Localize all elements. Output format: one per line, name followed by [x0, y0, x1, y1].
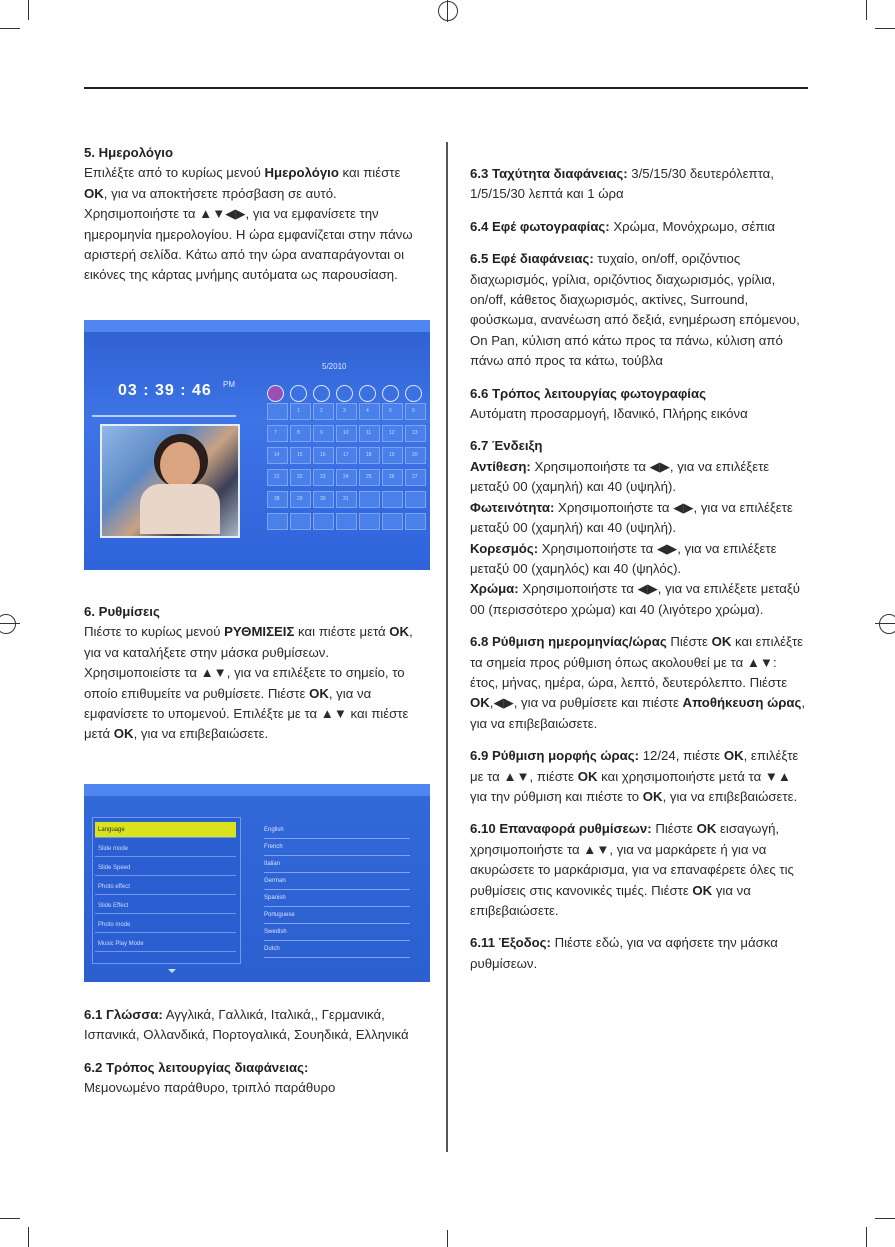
crop-mark-bl-v [28, 1227, 29, 1247]
calendar-day-cell[interactable] [313, 513, 334, 530]
calendar-day-number: 29 [297, 496, 303, 502]
section-6-6: 6.6 Τρόπος λειτουργίας φωτογραφίας Αυτόματη προσαρμογή, Ιδανικό, Πλήρης εικόνα [470, 385, 748, 422]
calendar-day-cell[interactable] [359, 403, 380, 420]
section-6-7: 6.7 Ένδειξη Αντίθεση: Χρησιμοποιήστε τα ◀▶, για να επιλέξετε μεταξύ 00 (χαμηλή) και 40 (υψηλή). Φωτεινότητα: Χρησιμοποιήστε τα ◀▶, για να επιλέξετε μεταξύ 00 (χαμηλή) και 40 (υψηλή). Κορεσμός: Χρησιμοποιήστε τα ◀▶, για να επιλέξετε μεταξύ 00 (χαμηλός) και 40 (ψηλός). Χρώμα: Χρησιμοποιήστε τα ◀▶, για να επιλέξετε μεταξύ 00 (περισσότερο χρώμα) και 40 (λιγότερο χρώμα). [470, 438, 800, 617]
section-6-3: 6.3 Ταχύτητα διαφάνειας: 3/5/15/30 δευτερόλεπτα, 1/5/15/30 λεπτά και 1 ώρα [470, 166, 774, 202]
language-option[interactable]: French [264, 839, 410, 856]
calendar-day-cell[interactable] [405, 447, 426, 464]
calendar-day-cell[interactable] [382, 513, 403, 530]
calendar-day-number: 6 [412, 408, 415, 414]
calendar-day-number: 28 [274, 496, 280, 502]
calendar-day-cell[interactable] [267, 469, 288, 486]
weekday-icon [382, 385, 399, 402]
section-6-5: 6.5 Εφέ διαφάνειας: τυχαίο, on/off, οριζόντιος διαχωρισμός, γρίλια, οριζόντιος διαχωρισμός, γρίλια, on/off, κάθετος διαχωρισμός, ακτίνες, Surround, φούσκωμα, ανανέωση από δεξιά, ενημέρωση επόμενου, On Pan, κύλιση από κάτω προς τα πάνω, κύλιση από πάνω από προς τα κάτω, τούβλα [470, 251, 800, 369]
calendar-day-cell[interactable] [313, 425, 334, 442]
calendar-day-cell[interactable] [359, 491, 380, 508]
calendar-day-cell[interactable] [382, 491, 403, 508]
calendar-day-number: 27 [412, 474, 418, 480]
weekday-icon [267, 385, 284, 402]
column-divider [446, 142, 448, 1152]
weekday-icon [405, 385, 422, 402]
calendar-day-cell[interactable] [359, 469, 380, 486]
calendar-day-cell[interactable] [313, 403, 334, 420]
settings-menu-item[interactable]: Photo mode [95, 917, 236, 933]
calendar-day-cell[interactable] [267, 491, 288, 508]
registration-line-bottom [447, 1230, 448, 1247]
calendar-day-number: 16 [320, 452, 326, 458]
crop-mark-br-v [866, 1227, 867, 1247]
scroll-down-icon [168, 969, 176, 973]
section-5-title: 5. Ημερολόγιο [84, 145, 174, 160]
calendar-day-cell[interactable] [336, 513, 357, 530]
calendar-day-cell[interactable] [290, 447, 311, 464]
calendar-day-number: 25 [366, 474, 372, 480]
calendar-day-cell[interactable] [359, 425, 380, 442]
calendar-day-cell[interactable] [405, 403, 426, 420]
crop-mark-br-h [875, 1218, 895, 1219]
language-option[interactable]: Swedish [264, 924, 410, 941]
calendar-day-cell[interactable] [313, 491, 334, 508]
settings-menu-item[interactable]: Slide Effect [95, 898, 236, 914]
calendar-day-number: 8 [297, 430, 300, 436]
slideshow-photo [100, 424, 240, 538]
calendar-day-cell[interactable] [336, 491, 357, 508]
registration-line-right [875, 623, 895, 624]
crop-mark-tr-v [866, 0, 867, 20]
calendar-day-number: 3 [343, 408, 346, 414]
calendar-day-number: 22 [297, 474, 303, 480]
section-6-11: 6.11 Έξοδος: Πιέστε εδώ, για να αφήσετε την μάσκα ρυθμίσεων. [470, 935, 778, 971]
calendar-day-cell[interactable] [267, 513, 288, 530]
section-6-10: 6.10 Επαναφορά ρυθμίσεων: Πιέστε OK εισαγωγή, χρησιμοποιήστε τα ▲▼, για να μαρκάρετε ή για να ακυρώσετε το μαρκάρισμα, για να επαναφέρετε όλες τις ρυθμίσεις στις κανονικές τιμές. Πιέστε OK για να επιβεβαιώσετε. [470, 821, 794, 918]
section-6: 6. Ρυθμίσεις Πιέστε το κυρίως μενού ΡΥΘΜΙΣΕΙΣ και πιέστε μετά OK, για να καταλήξετε στην μάσκα ρυθμίσεων. Χρησιμοποιείστε τα ▲▼, για να επιλέξετε το σημείο, το οποίο επιθυμείτε να ρυθμίσετε. Πιέστε OK, για να εμφανίσετε το υπομενού. Επιλέξτε με τα ▲▼ και πιέστε μετά OK, για να επιβεβαιώσετε. [84, 602, 424, 745]
calendar-day-number: 30 [320, 496, 326, 502]
calendar-day-number: 21 [274, 474, 280, 480]
calendar-day-cell[interactable] [382, 425, 403, 442]
calendar-day-number: 2 [320, 408, 323, 414]
calendar-day-number: 9 [320, 430, 323, 436]
calendar-day-number: 7 [274, 430, 277, 436]
section-6-1: 6.1 Γλώσσα: Αγγλικά, Γαλλικά, Ιταλικά,, Γερμανικά, Ισπανικά, Ολλανδικά, Πορτογαλικά, Σουηδικά, Ελληνικά [84, 1007, 409, 1043]
calendar-day-cell[interactable] [382, 469, 403, 486]
clock-separator [92, 415, 236, 417]
calendar-day-cell[interactable] [267, 447, 288, 464]
calendar-day-cell[interactable] [359, 513, 380, 530]
crop-mark-tl-h [0, 28, 20, 29]
calendar-day-number: 1 [297, 408, 300, 414]
settings-menu-item[interactable]: Slide Speed [95, 860, 236, 876]
header-rule [84, 87, 808, 89]
language-option[interactable]: Spanish [264, 890, 410, 907]
calendar-day-cell[interactable] [405, 469, 426, 486]
calendar-day-cell[interactable] [405, 491, 426, 508]
section-6-1-2 [84, 1005, 424, 1111]
calendar-day-number: 18 [366, 452, 372, 458]
calendar-day-number: 5 [389, 408, 392, 414]
calendar-day-number: 19 [389, 452, 395, 458]
calendar-day-number: 24 [343, 474, 349, 480]
calendar-day-number: 23 [320, 474, 326, 480]
screen-topbar [84, 784, 430, 796]
section-6-title: 6. Ρυθμίσεις [84, 604, 160, 619]
weekday-icon [290, 385, 307, 402]
registration-mark-left [0, 614, 16, 634]
section-5: 5. Ημερολόγιο Επιλέξτε από το κυρίως μενού Ημερολόγιο και πιέστε OK, για να αποκτήσετε πρόσβαση σε αυτό. Χρησιμοποιήστε τα ▲▼◀▶, για να εμφανίσετε την ημερομηνία ημερολογίου. Η ώρα εμφανίζεται στην πάνω αριστερή σελίδα. Κάτω από την ώρα αναπαράγονται οι εικόνες της κάρτας μνήμης αυτόματα ως παρουσίαση. [84, 143, 424, 286]
clock-display: 03 : 39 : 46 [118, 382, 212, 399]
weekday-icon [313, 385, 330, 402]
calendar-day-cell[interactable] [290, 403, 311, 420]
calendar-day-number: 11 [366, 430, 372, 436]
calendar-day-cell[interactable] [405, 425, 426, 442]
calendar-day-cell[interactable] [290, 491, 311, 508]
ampm-label: PM [223, 380, 235, 389]
calendar-day-cell[interactable] [336, 447, 357, 464]
calendar-day-cell[interactable] [405, 513, 426, 530]
calendar-screenshot [84, 320, 430, 570]
calendar-day-cell[interactable] [267, 403, 288, 420]
language-option[interactable]: German [264, 873, 410, 890]
calendar-day-cell[interactable] [382, 447, 403, 464]
section-6-2: 6.2 Τρόπος λειτουργίας διαφάνειας: Μεμονωμένο παράθυρο, τριπλό παράθυρο [84, 1059, 336, 1096]
calendar-day-number: 20 [412, 452, 418, 458]
language-option[interactable]: Portuguese [264, 907, 410, 924]
settings-menu-panel [92, 817, 241, 964]
calendar-day-cell[interactable] [313, 447, 334, 464]
registration-mark-right [879, 614, 895, 634]
crop-mark-tl-v [28, 0, 29, 20]
calendar-day-cell[interactable] [290, 513, 311, 530]
calendar-day-number: 14 [274, 452, 280, 458]
settings-menu-item[interactable]: Slide mode [95, 841, 236, 857]
calendar-day-cell[interactable] [336, 403, 357, 420]
calendar-day-cell[interactable] [290, 425, 311, 442]
calendar-day-number: 31 [343, 496, 349, 502]
calendar-day-number: 15 [297, 452, 303, 458]
screen-topbar [84, 320, 430, 332]
settings-menu-item[interactable]: Music Play Mode [95, 936, 236, 952]
registration-mark-top [438, 1, 458, 21]
settings-screenshot [84, 784, 430, 982]
language-option[interactable]: Dutch [264, 941, 410, 958]
calendar-day-number: 10 [343, 430, 349, 436]
calendar-day-cell[interactable] [313, 469, 334, 486]
section-6-8: 6.8 Ρύθμιση ημερομηνίας/ώρας Πιέστε OK και επιλέξτε τα σημεία προς ρύθμιση όπως ακολουθεί με τα ▲▼: έτος, μήνας, ημέρα, ώρα, λεπτό, δευτερόλεπτο. Πιέστε OK,◀▶, για να ρυθμίσετε και πιέστε Αποθήκευση ώρας, για να επιβεβαιώσετε. [470, 634, 806, 731]
crop-mark-bl-h [0, 1218, 20, 1219]
weekday-icon [336, 385, 353, 402]
section-6-4: 6.4 Εφέ φωτογραφίας: Χρώμα, Μονόχρωμο, σέπια [470, 218, 776, 234]
settings-menu-item[interactable]: Photo effect [95, 879, 236, 895]
calendar-day-cell[interactable] [290, 469, 311, 486]
calendar-day-cell[interactable] [336, 425, 357, 442]
registration-line-left [0, 623, 20, 624]
calendar-day-cell[interactable] [359, 447, 380, 464]
right-column [470, 164, 808, 986]
registration-line-top [447, 0, 448, 22]
calendar-day-number: 17 [343, 452, 349, 458]
calendar-day-number: 13 [412, 430, 418, 436]
calendar-day-number: 4 [366, 408, 369, 414]
calendar-day-cell[interactable] [382, 403, 403, 420]
crop-mark-tr-h [875, 28, 895, 29]
calendar-day-number: 26 [389, 474, 395, 480]
settings-menu-item[interactable]: Language [95, 822, 236, 838]
calendar-day-cell[interactable] [267, 425, 288, 442]
calendar-day-cell[interactable] [336, 469, 357, 486]
weekday-icon [359, 385, 376, 402]
language-option[interactable]: English [264, 822, 410, 839]
language-option[interactable]: Italian [264, 856, 410, 873]
calendar-day-number: 12 [389, 430, 395, 436]
month-title: 5/2010 [322, 362, 347, 371]
section-6-9: 6.9 Ρύθμιση μορφής ώρας: 12/24, πιέστε OK, επιλέξτε με τα ▲▼, πιέστε OK και χρησιμοποιήστε μετά τα ▼▲ για την ρύθμιση και πιέστε το OK, για να επιβεβαιώσετε. [470, 748, 799, 804]
